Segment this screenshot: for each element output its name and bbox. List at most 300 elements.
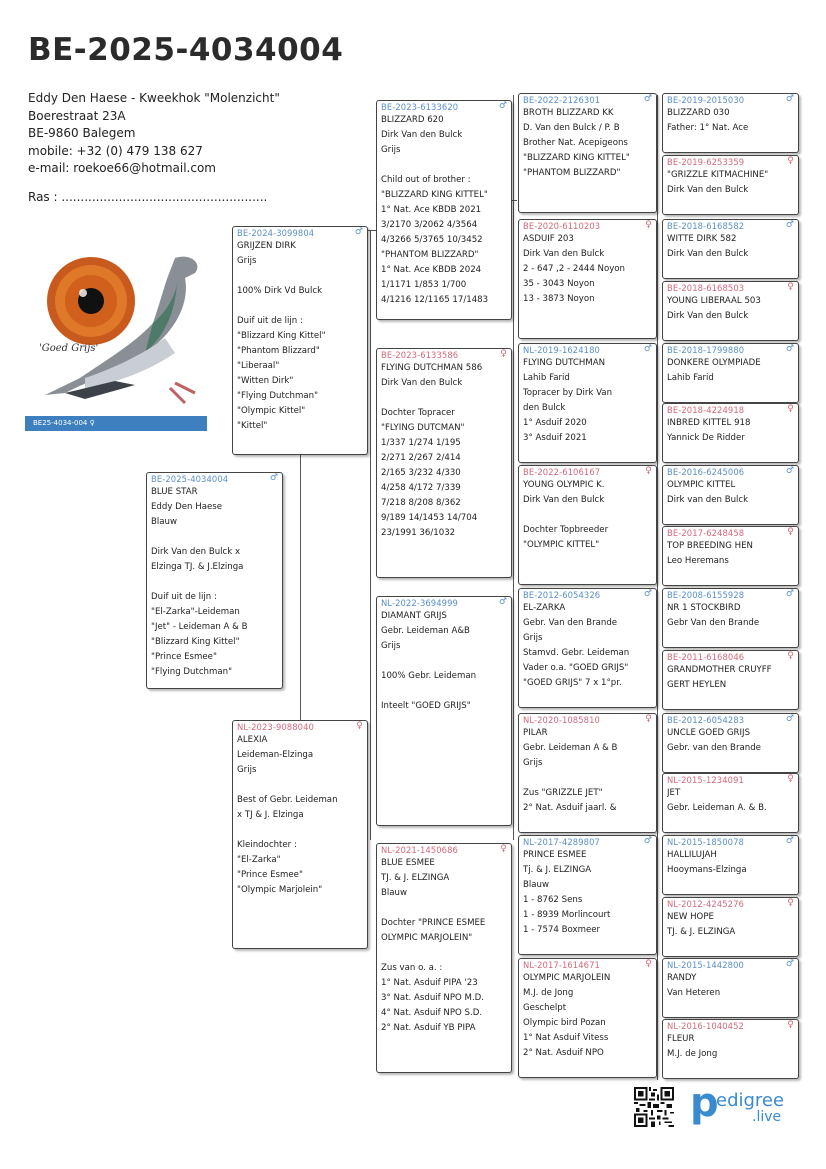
pigeon-detail-line: 2/165 3/232 4/330 [381, 468, 461, 478]
logo-word: edigree [716, 1090, 785, 1111]
ring-number [667, 344, 794, 356]
pigeon-detail-line: Topracer by Dirk Van [523, 388, 613, 398]
pigeon-detail-line: 7/218 8/208 8/362 [381, 498, 461, 508]
pigeon-detail-line: Zus van o. a. : [381, 963, 443, 973]
pigeon-detail-line: 4/258 4/172 7/339 [381, 483, 461, 493]
pigeon-name: FLEUR [667, 1034, 695, 1044]
pigeon-detail-line: "Flying Dutchman" [151, 667, 233, 677]
pigeon-detail-line: Dirk Van den Bulck [667, 185, 749, 195]
ring-number [151, 473, 278, 485]
pigeon-detail-line: 1° Asduif 2020 [523, 418, 587, 428]
pigeon-detail-line: 2/271 2/267 2/414 [381, 453, 461, 463]
pigeon-name: EL-ZARKA [523, 603, 566, 613]
ring-number-text: BE-2012-6054283 [667, 715, 745, 725]
pigeon-detail-line: Dochter Topbreeder [523, 525, 609, 535]
ring-number-text: NL-2015-1234091 [667, 775, 744, 785]
ring-number-text: BE-2011-6168046 [667, 652, 745, 662]
pigeon-detail-line: "El-Zarka"-Leideman [151, 607, 240, 617]
pigeon-name: UNCLE GOED GRIJS [667, 728, 751, 738]
pigeon-name: JET [667, 788, 681, 798]
ring-number-text: NL-2016-1040452 [667, 1021, 744, 1031]
gggp-card[interactable] [662, 773, 799, 833]
mother-card[interactable] [232, 720, 368, 949]
pigeon-photo-image [25, 243, 207, 431]
pigeon-detail-line: Grijs [523, 633, 543, 643]
photo-strip-text: BE25-4034-004 [33, 419, 88, 427]
pigeon-detail-line: Gebr. Leideman A & B [523, 743, 618, 753]
pigeon-name: INBRED KITTEL 918 [667, 418, 751, 428]
pigeon-name: OLYMPIC MARJOLEIN [523, 973, 611, 983]
pigeon-detail-line: "Flying Dutchman" [237, 391, 319, 401]
pigeon-detail-line: Leideman-Elzinga [237, 750, 314, 760]
pigeon-detail-line: "Phantom Blizzard" [237, 346, 320, 356]
ring-number [381, 597, 507, 609]
pigeon-detail-line: Kleindochter : [237, 840, 297, 850]
pigeon-detail-line: Lahib Farid [523, 373, 570, 383]
female-icon: ♀ [645, 959, 652, 969]
pigeon-detail-line: Leo Heremans [667, 556, 729, 566]
female-icon: ♀ [787, 898, 794, 908]
pigeon-detail-line: Van Heteren [667, 988, 721, 998]
ring-number [667, 898, 794, 910]
ring-number [667, 466, 794, 478]
ggp-card[interactable] [518, 713, 657, 833]
pigeon-detail-line: "PHANTOM BLIZZARD" [381, 250, 479, 260]
male-icon: ♂ [785, 714, 794, 724]
pigeon-detail-line: 2 - 647 ,2 - 2444 Noyon [523, 264, 626, 274]
pigeon-name: ALEXIA [237, 735, 268, 745]
female-icon: ♀ [500, 844, 507, 854]
ring-number [667, 1020, 794, 1032]
pigeon-detail-line [237, 269, 363, 284]
female-icon: ♀ [787, 404, 794, 414]
connector-line [367, 230, 376, 231]
ring-number [381, 101, 507, 113]
pigeon-detail-line: Blauw [151, 517, 178, 527]
male-icon: ♂ [643, 836, 652, 846]
pigeon-detail-line: Dirk Van den Bulck [381, 378, 463, 388]
pigeon-detail-line: Dochter Topracer [381, 408, 455, 418]
paternal-grandfather-card[interactable] [376, 100, 512, 320]
pigeon-detail-line: 1° Nat. Ace KBDB 2024 [381, 265, 482, 275]
pigeon-detail-line: 1° Nat. Asduif PIPA '23 [381, 978, 478, 988]
pigeon-name: BLIZZARD 620 [381, 115, 444, 125]
pigeon-detail-line: D. Van den Bulck / P. B [523, 123, 620, 133]
ring-number [667, 527, 794, 539]
pigeon-detail-line: 1 - 7574 Boxmeer [523, 925, 601, 935]
pigeon-detail-line: 1 - 8762 Sens [523, 895, 583, 905]
pigeon-detail-line: OLYMPIC MARJOLEIN" [381, 933, 473, 943]
pigeon-detail-line: Grijs [523, 758, 543, 768]
pigeon-detail-line: "Prince Esmee" [151, 652, 217, 662]
pigeon-detail-line: Child out of brother : [381, 175, 471, 185]
ring-number [667, 714, 794, 726]
pigeon-detail-line: "BLIZZARD KING KITTEL" [381, 190, 488, 200]
pigeon-detail-line: 2° Nat. Asduif NPO [523, 1048, 604, 1058]
pigeon-detail-line: Dirk Van den Bulck [381, 130, 463, 140]
ring-number-text: BE-2023-6133586 [381, 350, 459, 360]
connector-line [370, 230, 371, 840]
ring-number-text: NL-2012-4245276 [667, 899, 744, 909]
pigeon-detail-line: 1/1171 1/853 1/700 [381, 280, 467, 290]
pigeon-name: YOUNG LIBERAAL 503 [667, 296, 761, 306]
pigeon-detail-line [237, 823, 363, 838]
pigeon-detail-line: Dochter "PRINCE ESMEE [381, 918, 486, 928]
owner-info [28, 90, 280, 178]
ggp-card[interactable] [518, 93, 657, 213]
pigeon-detail-line: Zus "GRIZZLE JET" [523, 788, 603, 798]
pigeon-detail-line [381, 901, 507, 916]
ring-number [523, 836, 652, 848]
pigeon-detail-line: Lahib Farid [667, 373, 714, 383]
ring-number-text: BE-2024-3099804 [237, 228, 315, 238]
male-icon: ♂ [498, 101, 507, 111]
pigeon-detail-line [237, 778, 363, 793]
gggp-card[interactable] [662, 93, 799, 153]
gggp-card[interactable] [662, 650, 799, 710]
male-icon: ♂ [785, 959, 794, 969]
pigeon-detail-line: Father: 1° Nat. Ace [667, 123, 749, 133]
pigeon-detail-line: Tj. & J. ELZINGA [523, 865, 592, 875]
pigeon-detail-line: "Witten Dirk" [237, 376, 294, 386]
ring-number [237, 227, 363, 239]
ggp-card[interactable] [518, 219, 657, 339]
ras-field: Ras : ...................................................... [28, 190, 268, 204]
ring-number [667, 651, 794, 663]
ring-number [523, 959, 652, 971]
pigeon-photo [25, 243, 207, 431]
ring-number-text: BE-2018-4224918 [667, 405, 745, 415]
pigeon-detail-line: Grijs [381, 641, 401, 651]
pigeon-detail-line: M.J. de Jong [523, 988, 574, 998]
pigeon-detail-line: "Liberaal" [237, 361, 280, 371]
pigeon-detail-line: 2° Nat. Asduif YB PIPA [381, 1023, 476, 1033]
pigeon-name: BLIZZARD 030 [667, 108, 730, 118]
pigeon-detail-line: 3/2170 3/2062 4/3564 [381, 220, 478, 230]
male-icon: ♂ [785, 836, 794, 846]
pigeon-detail-line [381, 654, 507, 669]
male-icon: ♂ [643, 344, 652, 354]
photo-caption: 'Goed Grijs' [39, 343, 99, 354]
ring-number-text: BE-2017-6248458 [667, 528, 745, 538]
pigeon-detail-line: Dirk Van den Bulck x [151, 547, 241, 557]
ring-number [667, 156, 794, 168]
gggp-card[interactable] [662, 281, 799, 341]
pigeon-name: FLYING DUTCHMAN [523, 358, 606, 368]
pigeon-name: HALLILUJAH [667, 850, 717, 860]
ring-number [667, 282, 794, 294]
owner-city: BE-9860 Balegem [28, 126, 136, 140]
female-icon: ♀ [787, 282, 794, 292]
pigeon-detail-line: 3° Asduif 2021 [523, 433, 587, 443]
pigeon-name: PILAR [523, 728, 548, 738]
pigeon-detail-line: "Blizzard King Kittel" [237, 331, 326, 341]
ring-number-text: NL-2015-1850078 [667, 837, 744, 847]
ring-number [667, 836, 794, 848]
ring-number-text: NL-2022-3694999 [381, 598, 458, 608]
ring-number-text: NL-2019-1624180 [523, 345, 600, 355]
pigeon-detail-line: "FLYING DUTCMAN" [381, 423, 465, 433]
pigeon-name: DONKERE OLYMPIADE [667, 358, 761, 368]
pigeon-detail-line: Grijs [237, 256, 257, 266]
female-icon: ♀ [787, 1020, 794, 1030]
pigeon-detail-line: Gebr Van den Brande [667, 618, 760, 628]
male-icon: ♂ [785, 344, 794, 354]
ring-number [523, 589, 652, 601]
pigeon-detail-line [381, 158, 507, 173]
ring-number-text: NL-2017-4289807 [523, 837, 600, 847]
ring-number-text: BE-2016-6245006 [667, 467, 745, 477]
maternal-grandfather-card[interactable] [376, 596, 512, 826]
pigeon-detail-line: Best of Gebr. Leideman [237, 795, 338, 805]
ring-number [381, 844, 507, 856]
pedigree-title: BE-2025-4034004 [28, 32, 344, 68]
pigeon-name: WITTE DIRK 582 [667, 234, 737, 244]
pigeon-detail-line: "Prince Esmee" [237, 870, 303, 880]
ring-number-text: BE-2018-6168582 [667, 221, 745, 231]
ring-number-text: BE-2023-6133620 [381, 102, 459, 112]
ggp-card[interactable] [518, 343, 657, 463]
subject-pigeon-card[interactable] [146, 472, 283, 689]
gggp-card[interactable] [662, 219, 799, 279]
ring-number [667, 94, 794, 106]
pigeon-detail-line [381, 946, 507, 961]
pigeon-detail-line: Blauw [523, 880, 550, 890]
ring-number-text: BE-2025-4034004 [151, 474, 229, 484]
ring-number-text: NL-2015-1442800 [667, 960, 744, 970]
pigeon-detail-line: Gebr. van den Brande [667, 743, 761, 753]
pigeon-detail-line: 1 - 8939 Morlincourt [523, 910, 611, 920]
ring-number [667, 959, 794, 971]
pigeon-detail-line: 4/1216 12/1165 17/1483 [381, 295, 489, 305]
ring-number-text: BE-2019-2015030 [667, 95, 745, 105]
ring-number [237, 721, 363, 733]
ring-number-text: NL-2017-1614671 [523, 960, 600, 970]
pigeon-detail-line: "OLYMPIC KITTEL" [523, 540, 600, 550]
pigeon-detail-line: Dirk van den Bulck [667, 495, 749, 505]
pigeon-detail-line: Elzinga TJ. & J.Elzinga [151, 562, 244, 572]
pigeon-detail-line: 35 - 3043 Noyon [523, 279, 595, 289]
pigeon-name: DIAMANT GRIJS [381, 611, 447, 621]
pigeon-detail-line: den Bulck [523, 403, 566, 413]
ring-number [667, 404, 794, 416]
ggp-card[interactable] [518, 835, 657, 955]
pigeon-detail-line: Gebr. Leideman A&B [381, 626, 470, 636]
pigeon-detail-line: "Jet" - Leideman A & B [151, 622, 248, 632]
gggp-card[interactable] [662, 1019, 799, 1079]
pigeon-detail-line: Duif uit de lijn : [237, 316, 303, 326]
gggp-card[interactable] [662, 958, 799, 1018]
pigeon-detail-line: 4/3266 5/3765 10/3452 [381, 235, 483, 245]
photo-ring-strip [25, 416, 207, 431]
connector-line [300, 455, 301, 720]
ring-number [667, 220, 794, 232]
ring-number [667, 774, 794, 786]
owner-street: Boerestraat 23A [28, 108, 126, 123]
pigeon-detail-line: 100% Dirk Vd Bulck [237, 286, 323, 296]
pigeon-name: YOUNG OLYMPIC K. [523, 480, 605, 490]
gggp-card[interactable] [662, 835, 799, 895]
ggp-card[interactable] [518, 588, 657, 708]
pigeon-detail-line: Gebr. Leideman A. & B. [667, 803, 767, 813]
ring-number-text: NL-2020-1085810 [523, 715, 600, 725]
pigeon-detail-line: "Kittel" [237, 421, 268, 431]
female-icon: ♀ [356, 721, 363, 731]
pigeon-detail-line: Dirk Van den Bulck [523, 249, 605, 259]
connector-line [657, 95, 658, 1080]
male-icon: ♂ [785, 94, 794, 104]
ring-number-text: BE-2018-6168503 [667, 283, 745, 293]
ring-number [523, 220, 652, 232]
ring-number-text: BE-2020-6110203 [523, 221, 601, 231]
owner-mobile: mobile: +32 (0) 479 138 627 [28, 143, 203, 158]
female-icon: ♀ [787, 156, 794, 166]
ring-number [523, 94, 652, 106]
gggp-card[interactable] [662, 588, 799, 648]
pigeon-name: OLYMPIC KITTEL [667, 480, 736, 490]
ring-number-text: BE-2019-6253359 [667, 157, 745, 167]
pigeon-detail-line [237, 299, 363, 314]
ring-number-text: BE-2018-1799880 [667, 345, 745, 355]
female-icon: ♀ [787, 527, 794, 537]
ring-number [381, 349, 507, 361]
ring-number [523, 466, 652, 478]
pigeon-detail-line: Blauw [381, 888, 408, 898]
maternal-grandmother-card[interactable] [376, 843, 512, 1073]
pigeon-detail-line: 100% Gebr. Leideman [381, 671, 477, 681]
connector-line [513, 95, 514, 840]
pigeon-name: BLUE ESMEE [381, 858, 435, 868]
pigeon-detail-line [523, 771, 652, 786]
qr-code-icon[interactable] [634, 1087, 674, 1127]
pigeon-detail-line [151, 530, 278, 545]
male-icon: ♂ [785, 220, 794, 230]
pigeon-detail-line: "PHANTOM BLIZZARD" [523, 168, 621, 178]
pigeon-detail-line: Eddy Den Haese [151, 502, 223, 512]
pigeon-detail-line: TJ. & J. ELZINGA [667, 927, 736, 937]
ggp-card[interactable] [518, 465, 657, 585]
gggp-card[interactable] [662, 403, 799, 463]
gggp-card[interactable] [662, 713, 799, 773]
pigeon-detail-line: "GOED GRIJS" 7 x 1°pr. [523, 678, 622, 688]
ring-number-text: BE-2022-2126301 [523, 95, 601, 105]
pigeon-name: BLUE STAR [151, 487, 198, 497]
pigeon-name: PRINCE ESMEE [523, 850, 587, 860]
pigeon-name: ASDUIF 203 [523, 234, 574, 244]
pigeon-name: FLYING DUTCHMAN 586 [381, 363, 483, 373]
logo-mark: p [690, 1080, 719, 1126]
pigeon-detail-line [151, 575, 278, 590]
pigeon-detail-line: 3° Nat. Asduif NPO M.D. [381, 993, 485, 1003]
pigeon-detail-line: GERT HEYLEN [667, 680, 727, 690]
male-icon: ♂ [269, 473, 278, 483]
pigeon-name: BROTH BLIZZARD KK [523, 108, 614, 118]
male-icon: ♂ [643, 94, 652, 104]
female-icon: ♀ [500, 349, 507, 359]
female-icon: ♀ [645, 466, 652, 476]
ring-number-text: BE-2008-6155928 [667, 590, 745, 600]
pigeon-detail-line: 4° Nat. Asduif NPO S.D. [381, 1008, 483, 1018]
gggp-card[interactable] [662, 155, 799, 215]
pigeon-detail-line: Hooymans-Elzinga [667, 865, 747, 875]
ring-number [523, 344, 652, 356]
pigeon-detail-line: 1° Nat. Ace KBDB 2021 [381, 205, 482, 215]
pigeon-detail-line: Vader o.a. "GOED GRIJS" [523, 663, 629, 673]
pigeon-detail-line: Geschelpt [523, 1003, 567, 1013]
female-icon: ♀ [787, 774, 794, 784]
owner-email[interactable]: e-mail: roekoe66@hotmail.com [28, 161, 216, 175]
female-icon: ♀ [787, 651, 794, 661]
gggp-card[interactable] [662, 343, 799, 403]
pigeon-detail-line: Olympic bird Pozan [523, 1018, 606, 1028]
pigeon-detail-line: 1° Nat Asduif Vitess [523, 1033, 609, 1043]
pigeon-detail-line: "Olympic Marjolein" [237, 885, 323, 895]
ggp-card[interactable] [518, 958, 657, 1078]
pigeon-detail-line: 13 - 3873 Noyon [523, 294, 595, 304]
pigeon-detail-line: TJ. & J. ELZINGA [381, 873, 450, 883]
gggp-card[interactable] [662, 897, 799, 957]
pigeon-name: GRANDMOTHER CRUYFF [667, 665, 772, 675]
pigeon-detail-line: "BLIZZARD KING KITTEL" [523, 153, 630, 163]
pigeon-name: GRIJZEN DIRK [237, 241, 296, 251]
pigeon-detail-line: Brother Nat. Acepigeons [523, 138, 628, 148]
pigeon-detail-line: M.J. de Jong [667, 1049, 718, 1059]
pigeon-detail-line: Dirk Van den Bulck [667, 249, 749, 259]
pigeon-detail-line: "Olympic Kittel" [237, 406, 306, 416]
ring-number-text: NL-2021-1450686 [381, 845, 458, 855]
ring-number-text: BE-2012-6054326 [523, 590, 601, 600]
ring-number-text: BE-2022-6106167 [523, 467, 601, 477]
gggp-card[interactable] [662, 465, 799, 525]
pedigree-live-logo[interactable] [690, 1080, 800, 1128]
female-icon: ♀ [89, 419, 95, 427]
father-card[interactable] [232, 226, 368, 455]
pigeon-name: RANDY [667, 973, 697, 983]
male-icon: ♂ [785, 466, 794, 476]
pigeon-detail-line: 9/189 14/1453 14/704 [381, 513, 478, 523]
pigeon-detail-line: Dirk Van den Bulck [523, 495, 605, 505]
pigeon-detail-line: Stamvd. Gebr. Leideman [523, 648, 630, 658]
male-icon: ♂ [498, 597, 507, 607]
owner-name: Eddy Den Haese - Kweekhok "Molenzicht" [28, 91, 280, 105]
pigeon-detail-line: "El-Zarka" [237, 855, 281, 865]
pigeon-name: NEW HOPE [667, 912, 714, 922]
pigeon-detail-line: Grijs [237, 765, 257, 775]
pigeon-name: NR 1 STOCKBIRD [667, 603, 741, 613]
logo-domain: .live [752, 1109, 782, 1125]
male-icon: ♂ [785, 589, 794, 599]
male-icon: ♂ [643, 589, 652, 599]
pigeon-name: TOP BREEDING HEN [667, 541, 753, 551]
pigeon-name: "GRIZZLE KITMACHINE" [667, 170, 769, 180]
pigeon-detail-line: Dirk Van den Bulck [667, 311, 749, 321]
pigeon-detail-line: Duif uit de lijn : [151, 592, 217, 602]
pigeon-detail-line [381, 684, 507, 699]
paternal-grandmother-card[interactable] [376, 348, 512, 578]
pigeon-detail-line: 2° Nat. Asduif jaarl. & [523, 803, 617, 813]
female-icon: ♀ [645, 714, 652, 724]
pigeon-detail-line: 1/337 1/274 1/195 [381, 438, 461, 448]
ring-number [523, 714, 652, 726]
pigeon-detail-line: Inteelt "GOED GRIJS" [381, 701, 471, 711]
ring-number-text: NL-2023-9088040 [237, 722, 314, 732]
pigeon-detail-line: x TJ & J. Elzinga [237, 810, 304, 820]
pigeon-detail-line: 23/1991 36/1032 [381, 528, 456, 538]
pigeon-detail-line [523, 508, 652, 523]
male-icon: ♂ [354, 227, 363, 237]
gggp-card[interactable] [662, 526, 799, 586]
pigeon-detail-line: Gebr. Van den Brande [523, 618, 618, 628]
